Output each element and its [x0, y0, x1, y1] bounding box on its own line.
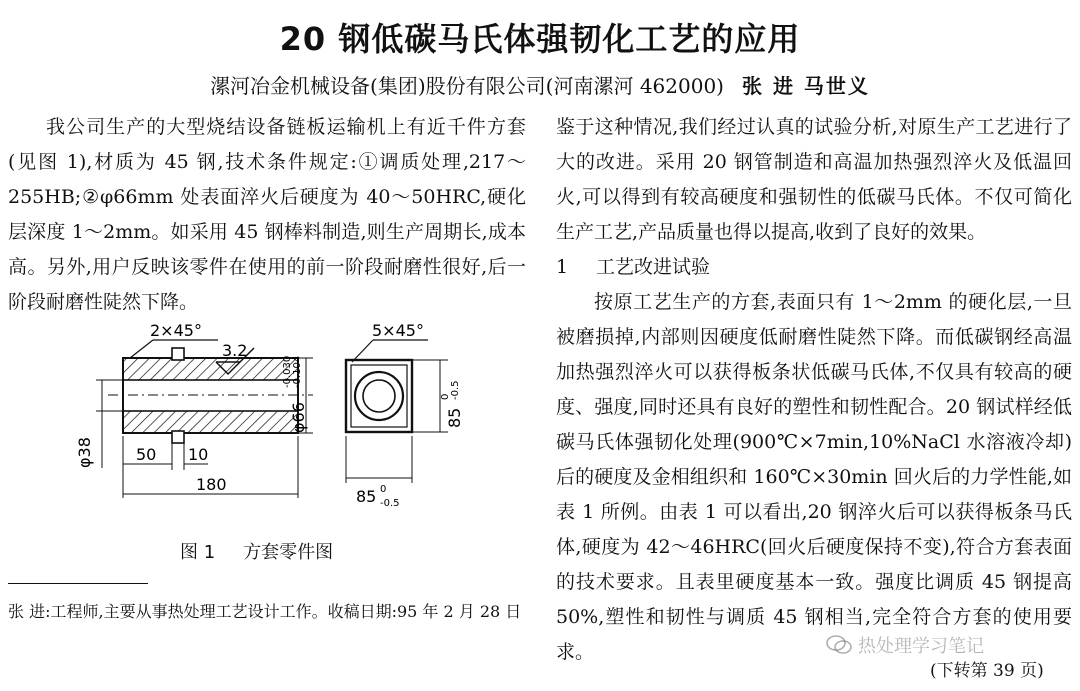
section-number: 1	[556, 256, 569, 278]
dim-side-85-h: 85	[356, 487, 377, 506]
dim-tol-85-v-upper: 0	[440, 393, 451, 400]
dim-tol-66-upper: -0.030	[282, 355, 293, 388]
dim-chamfer-right: 5×45°	[372, 321, 424, 340]
figure-caption	[180, 538, 361, 564]
dim-tol-85-h-upper: 0	[380, 484, 387, 495]
dim-side-85-v: 85	[445, 407, 464, 428]
dim-diameter-66: φ66	[289, 402, 308, 433]
section-body-paragraph: 按原工艺生产的方套,表面只有 1～2mm 的硬化层,一旦被磨损掉,内部则因硬度低耐磨性陡然下降。而低碳钢经高温加热强烈淬火可以获得板条状低碳马氏体,不仅具有较高的硬度、强度,同时还具有良好的塑性和韧性配合。20 钢试样经低碳马氏体强韧化处理(900℃×7min,10%NaCl 水溶液冷却)后的硬度及金相组织和 160℃×30min 回火后的力学性能,如表 1 所例。由表 1 可以看出,20 钢淬火后可以获得板条马氏体,硬度为 42～46HRC(回火后硬度保持不变),符合方套表面的技术要求。且表里硬度基本一致。强度比调质 45 钢提高 50%,塑性和韧性与调质 45 钢相当,完全符合方套的使用要求。	[556, 291, 1072, 663]
left-column	[8, 110, 526, 320]
footnote-rule	[8, 583, 148, 584]
intro-paragraph: 我公司生产的大型烧结设备链板运输机上有近千件方套(见图 1),材质为 45 钢,技术条件规定:①调质处理,217～255HB;②φ66mm 处表面淬火后硬度为 40～50HRC,硬化层深度 1～2mm。如采用 45 钢棒料制造,则生产周期长,成本高。另外,用户反映该零件在使用的前一阶段耐磨性很好,后一阶段耐磨性陡然下降。	[8, 116, 526, 313]
dim-tol-66-lower: -0.104	[292, 355, 303, 388]
watermark-text: 热处理学习笔记	[858, 636, 984, 657]
figure-caption-number: 图 1	[180, 542, 216, 563]
paper-title: 20 钢低碳马氏体强韧化工艺的应用	[279, 20, 801, 58]
part-drawing	[8, 318, 528, 518]
dim-roughness: 3.2	[222, 341, 248, 360]
author-line	[0, 70, 1080, 99]
right-intro-paragraph: 鉴于这种情况,我们经过认真的试验分析,对原生产工艺进行了大的改进。采用 20 钢管制造和高温加热强烈淬火及低温回火,可以得到有较高硬度和强韧性的低碳马氏体。不仅可简化生产工艺,产品质量也得以提高,收到了良好的效果。	[556, 116, 1072, 243]
dim-tol-85-v-lower: -0.5	[450, 380, 461, 400]
dim-length-50: 50	[136, 445, 157, 464]
section-title: 工艺改进试验	[596, 256, 711, 278]
side-view	[346, 340, 448, 483]
figure-caption-text: 方套零件图	[243, 542, 334, 563]
dim-tol-85-h-lower: -0.5	[380, 498, 400, 509]
dim-length-10: 10	[188, 445, 209, 464]
author-footnote: 张 进:工程师,主要从事热处理工艺设计工作。收稿日期:95 年 2 月 28 日	[8, 602, 522, 621]
affiliation: 漯河冶金机械设备(集团)股份有限公司(河南漯河 462000)	[210, 74, 724, 98]
continued-note: (下转第 39 页)	[930, 661, 1044, 681]
dim-length-180: 180	[196, 475, 227, 494]
dim-chamfer-left: 2×45°	[150, 321, 202, 340]
right-column	[556, 110, 1072, 670]
section-heading	[556, 250, 1072, 285]
dim-diameter-38: φ38	[75, 437, 94, 468]
chat-bubble-icon	[826, 634, 852, 656]
watermark	[826, 632, 984, 658]
author-names: 张 进 马世义	[741, 74, 870, 98]
figure-1	[8, 318, 528, 518]
